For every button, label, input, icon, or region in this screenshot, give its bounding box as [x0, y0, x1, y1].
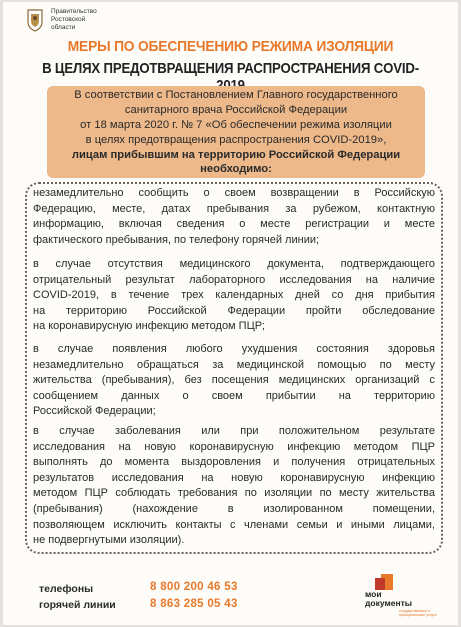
intro-line: в целях предотвращения распространения COVID-2019»,: [85, 134, 387, 146]
hotline-phone-2[interactable]: 8 863 285 05 43: [150, 598, 238, 610]
measure-line: в случае появления любого ухудшения состояния здоровья: [33, 343, 435, 355]
measure-line: жительства (пребывания), без посещения медицинских организаций с: [33, 374, 435, 387]
measure-line: незамедлительно сообщить о своем возвращении в Российскую: [33, 187, 435, 199]
measure-line: сообщением данных о своем прибытии на территорию: [33, 389, 435, 402]
measure-line: методом ПЦР соблюдать требования по изоляции по месту жительства: [33, 487, 435, 500]
measure-line: незамедлительно обращаться за медицинской помощью по месту: [33, 358, 435, 371]
intro-box: [47, 86, 425, 178]
coat-of-arms-icon: [25, 8, 45, 32]
measure-line: (пребывания) (нахождение в изолированном помещении,: [33, 502, 435, 515]
measure-line: в случае отсутствия медицинского документа, подтверждающего: [33, 258, 435, 270]
measure-item: [33, 186, 435, 248]
intro-line: от 18 марта 2020 г. № 7 «Об обеспечении режима изоляции: [80, 119, 392, 131]
intro-line: санитарного врача Российской Федерации: [124, 104, 348, 116]
brand-tagline: государственные и муниципальные услуги: [399, 609, 437, 617]
measure-line: результатов исследования на новую коронавирусную инфекцию: [33, 471, 435, 484]
measure-line: исследования на новую коронавирусную инфекцию методом ПЦР: [33, 440, 435, 453]
measure-line: отрицательный результат лабораторного исследования на наличие: [33, 273, 435, 286]
title-line-2: В ЦЕЛЯХ ПРЕДОТВРАЩЕНИЯ РАСПРОСТРАНЕНИЯ COVID-: [42, 60, 419, 77]
measure-line: в случае заболевания или при положительном результате: [33, 425, 435, 437]
brand-name-line: документы: [365, 598, 413, 608]
gov-name-line: Правительство: [51, 8, 97, 15]
intro-bold-line: необходимо:: [200, 163, 272, 175]
measure-line: Российской Федерации;: [33, 405, 156, 418]
title-line-1: МЕРЫ ПО ОБЕСПЕЧЕНИЮ РЕЖИМА ИЗОЛЯЦИИ: [67, 38, 394, 55]
brand-logo: [359, 573, 439, 617]
gov-name-line: Ростовской: [51, 16, 86, 23]
measure-line: не подвергнутыми изоляции).: [33, 534, 185, 547]
measure-line: на коронавирусную инфекцию методом ПЦР;: [33, 320, 265, 333]
measure-line: фактического пребывания, по телефону горячей линии;: [33, 233, 320, 246]
measure-line: на территорию Российской Федерации пройти обследование: [33, 304, 435, 317]
gov-name-line: области: [51, 24, 76, 31]
intro-bold-line: лицам прибывшим на территорию Российской Федерации: [71, 149, 401, 161]
poster: [3, 2, 458, 625]
measure-line: выполнять до момента выздоровления и получения отрицательных: [33, 456, 435, 469]
measure-item: [33, 424, 435, 549]
brand-name-line: мои: [365, 589, 382, 599]
measure-line: позволяющем исключить контакты с членами семьи и иными лицами,: [33, 518, 435, 531]
government-name: [51, 8, 131, 32]
hotline-label: телефоны: [39, 583, 94, 595]
measure-line: Федерацию, месте, датах пребывания за рубежом, контактную: [33, 202, 435, 215]
hotline-phone-1[interactable]: 8 800 200 46 53: [150, 581, 238, 593]
measure-line: COVID-2019, в течение трех календарных дней со дня прибытия: [33, 289, 435, 302]
hotline-label: горячей линии: [39, 599, 116, 611]
measure-item: [33, 257, 435, 335]
intro-line: В соответствии с Постановлением Главного государственного: [74, 89, 398, 101]
measure-item: [33, 342, 435, 420]
measure-line: информацию, включая сведения о месте регистрации и месте: [33, 218, 435, 231]
